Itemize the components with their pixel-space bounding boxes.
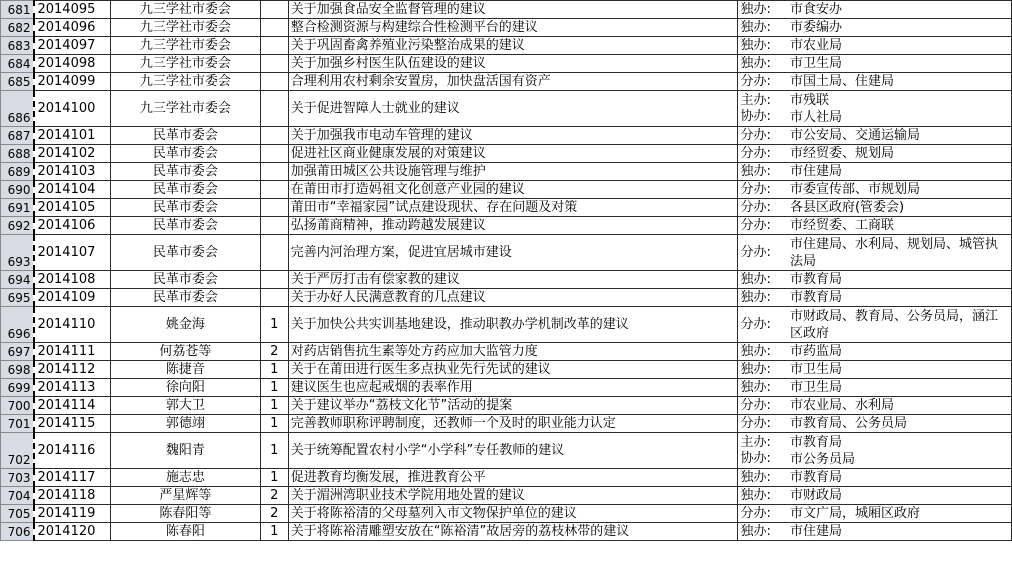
department-cell[interactable]: 市住建局 (788, 523, 1012, 541)
row-header[interactable]: 699 (1, 379, 35, 397)
author-cell[interactable]: 民革市委会 (110, 217, 260, 235)
proposal-id-cell[interactable]: 2014112 (34, 361, 110, 379)
author-cell[interactable]: 九三学社市委会 (110, 91, 260, 127)
department-cell[interactable]: 各县区政府(管委会) (788, 199, 1012, 217)
row-header[interactable]: 689 (1, 163, 35, 181)
title-cell[interactable]: 弘扬莆商精神，推动跨越发展建议 (288, 217, 738, 235)
title-cell[interactable]: 关于巩固畜禽养殖业污染整治成果的建议 (288, 37, 738, 55)
count-cell[interactable] (260, 271, 288, 289)
handling-type-cell[interactable]: 独办: (738, 1, 788, 19)
author-cell[interactable]: 魏阳青 (110, 433, 260, 469)
table-row[interactable] (1, 469, 1012, 487)
proposal-id-cell[interactable]: 2014105 (34, 199, 110, 217)
row-header[interactable]: 685 (1, 73, 35, 91)
title-cell[interactable]: 在莆田市打造妈祖文化创意产业园的建议 (288, 181, 738, 199)
table-row[interactable] (1, 379, 1012, 397)
author-cell[interactable]: 九三学社市委会 (110, 55, 260, 73)
proposal-id-cell[interactable]: 2014103 (34, 163, 110, 181)
table-body (1, 1, 1012, 541)
department-cell[interactable]: 市文广局，城厢区政府 (788, 505, 1012, 523)
table-row[interactable] (1, 1, 1012, 19)
table-row[interactable] (1, 433, 1012, 469)
author-cell[interactable]: 民革市委会 (110, 181, 260, 199)
author-cell[interactable]: 民革市委会 (110, 235, 260, 271)
table-row[interactable] (1, 415, 1012, 433)
department-cell[interactable]: 市委编办 (788, 19, 1012, 37)
row-header[interactable]: 682 (1, 19, 35, 37)
title-cell[interactable]: 关于加快公共实训基地建设，推动职教办学机制改革的建议 (288, 307, 738, 343)
department-cell[interactable]: 市住建局、水利局、规划局、城管执法局 (788, 235, 1012, 271)
proposal-id-cell[interactable]: 2014117 (34, 469, 110, 487)
handling-type-cell[interactable]: 独办: (738, 361, 788, 379)
title-cell[interactable]: 整合检测资源与构建综合性检测平台的建议 (288, 19, 738, 37)
row-header[interactable]: 692 (1, 217, 35, 235)
row-header[interactable]: 683 (1, 37, 35, 55)
handling-type-cell[interactable]: 主办: 协办: (738, 91, 788, 127)
row-header[interactable]: 706 (1, 523, 35, 541)
count-cell[interactable] (260, 199, 288, 217)
handling-type-cell[interactable]: 分办: (738, 199, 788, 217)
row-header[interactable]: 698 (1, 361, 35, 379)
handling-type-cell[interactable]: 独办: (738, 37, 788, 55)
handling-type-cell[interactable]: 分办: (738, 127, 788, 145)
title-cell[interactable]: 关于加强我市电动车管理的建议 (288, 127, 738, 145)
count-cell[interactable] (260, 145, 288, 163)
row-header[interactable]: 704 (1, 487, 35, 505)
count-cell[interactable] (260, 19, 288, 37)
title-cell[interactable]: 关于加强乡村医生队伍建设的建议 (288, 55, 738, 73)
row-header[interactable]: 703 (1, 469, 35, 487)
title-cell[interactable]: 关于促进智障人士就业的建议 (288, 91, 738, 127)
author-cell[interactable]: 何荔苍等 (110, 343, 260, 361)
count-cell[interactable] (260, 37, 288, 55)
title-cell[interactable]: 关于办好人民满意教育的几点建议 (288, 289, 738, 307)
title-cell[interactable]: 完善教师职称评聘制度，还教师一个及时的职业能力认定 (288, 415, 738, 433)
row-header[interactable]: 693 (1, 235, 35, 271)
proposal-id-cell[interactable]: 2014097 (34, 37, 110, 55)
author-cell[interactable]: 郭德翊 (110, 415, 260, 433)
handling-type-cell[interactable]: 分办: (738, 415, 788, 433)
department-cell[interactable]: 市教育局 市公务员局 (788, 433, 1012, 469)
proposal-id-cell[interactable]: 2014108 (34, 271, 110, 289)
title-cell[interactable]: 关于在莆田进行医生多点执业先行先试的建议 (288, 361, 738, 379)
proposal-id-cell[interactable]: 2014116 (34, 433, 110, 469)
handling-type-cell[interactable]: 独办: (738, 163, 788, 181)
table-row[interactable] (1, 271, 1012, 289)
title-cell[interactable]: 关于统筹配置农村小学“小学科”专任教师的建议 (288, 433, 738, 469)
department-cell[interactable]: 市公安局、交通运输局 (788, 127, 1012, 145)
count-cell[interactable]: 1 (260, 379, 288, 397)
proposal-id-cell[interactable]: 2014114 (34, 397, 110, 415)
department-cell[interactable]: 市国土局、住建局 (788, 73, 1012, 91)
table-row[interactable] (1, 289, 1012, 307)
author-cell[interactable]: 民革市委会 (110, 199, 260, 217)
department-cell[interactable]: 市住建局 (788, 163, 1012, 181)
table-row[interactable] (1, 19, 1012, 37)
table-row[interactable] (1, 217, 1012, 235)
department-cell[interactable]: 市财政局 (788, 487, 1012, 505)
proposal-id-cell[interactable]: 2014120 (34, 523, 110, 541)
count-cell[interactable] (260, 55, 288, 73)
row-header[interactable]: 702 (1, 433, 35, 469)
row-header[interactable]: 681 (1, 1, 35, 19)
handling-type-cell[interactable]: 独办: (738, 379, 788, 397)
count-cell[interactable] (260, 91, 288, 127)
count-cell[interactable]: 1 (260, 433, 288, 469)
title-cell[interactable]: 对药店销售抗生素等处方药应加大监管力度 (288, 343, 738, 361)
row-header[interactable]: 694 (1, 271, 35, 289)
author-cell[interactable]: 徐向阳 (110, 379, 260, 397)
proposal-id-cell[interactable]: 2014104 (34, 181, 110, 199)
handling-type-cell[interactable]: 分办: (738, 217, 788, 235)
handling-type-cell[interactable]: 分办: (738, 181, 788, 199)
department-cell[interactable]: 市农业局 (788, 37, 1012, 55)
count-cell[interactable]: 1 (260, 397, 288, 415)
title-cell[interactable]: 建议医生也应起戒烟的表率作用 (288, 379, 738, 397)
count-cell[interactable]: 1 (260, 523, 288, 541)
row-header[interactable]: 700 (1, 397, 35, 415)
author-cell[interactable]: 九三学社市委会 (110, 73, 260, 91)
table-row[interactable] (1, 235, 1012, 271)
department-cell[interactable]: 市经贸委、工商联 (788, 217, 1012, 235)
table-row[interactable] (1, 307, 1012, 343)
author-cell[interactable]: 九三学社市委会 (110, 1, 260, 19)
department-cell[interactable]: 市卫生局 (788, 379, 1012, 397)
handling-type-cell[interactable]: 独办: (738, 343, 788, 361)
handling-type-cell[interactable]: 分办: (738, 307, 788, 343)
title-cell[interactable]: 关于严厉打击有偿家教的建议 (288, 271, 738, 289)
author-cell[interactable]: 民革市委会 (110, 271, 260, 289)
count-cell[interactable]: 1 (260, 469, 288, 487)
department-cell[interactable]: 市食安办 (788, 1, 1012, 19)
proposal-id-cell[interactable]: 2014096 (34, 19, 110, 37)
proposal-id-cell[interactable]: 2014115 (34, 415, 110, 433)
handling-type-cell[interactable]: 分办: (738, 505, 788, 523)
title-cell[interactable]: 关于建议举办“荔枝文化节”活动的提案 (288, 397, 738, 415)
proposal-id-cell[interactable]: 2014110 (34, 307, 110, 343)
proposal-id-cell[interactable]: 2014113 (34, 379, 110, 397)
row-header[interactable]: 690 (1, 181, 35, 199)
department-cell[interactable]: 市教育局 (788, 469, 1012, 487)
table-row[interactable] (1, 505, 1012, 523)
count-cell[interactable] (260, 217, 288, 235)
title-cell[interactable]: 关于加强食品安全监督管理的建议 (288, 1, 738, 19)
title-cell[interactable]: 关于湄洲湾职业技术学院用地处置的建议 (288, 487, 738, 505)
title-cell[interactable]: 关于将陈裕清的父母墓列入市文物保护单位的建议 (288, 505, 738, 523)
row-header[interactable]: 695 (1, 289, 35, 307)
table-row[interactable] (1, 487, 1012, 505)
handling-type-cell[interactable]: 主办: 协办: (738, 433, 788, 469)
row-header[interactable]: 688 (1, 145, 35, 163)
author-cell[interactable]: 郭大卫 (110, 397, 260, 415)
table-row[interactable] (1, 37, 1012, 55)
proposal-id-cell[interactable]: 2014107 (34, 235, 110, 271)
table-row[interactable] (1, 181, 1012, 199)
row-header[interactable]: 697 (1, 343, 35, 361)
title-cell[interactable]: 合理利用农村剩余安置房，加快盘活国有资产 (288, 73, 738, 91)
handling-type-cell[interactable]: 独办: (738, 523, 788, 541)
proposal-id-cell[interactable]: 2014109 (34, 289, 110, 307)
author-cell[interactable]: 陈春阳 (110, 523, 260, 541)
title-cell[interactable]: 促进教育均衡发展，推进教育公平 (288, 469, 738, 487)
row-header[interactable]: 686 (1, 91, 35, 127)
proposal-id-cell[interactable]: 2014101 (34, 127, 110, 145)
row-header[interactable]: 687 (1, 127, 35, 145)
count-cell[interactable]: 2 (260, 343, 288, 361)
title-cell[interactable]: 完善内河治理方案，促进宜居城市建设 (288, 235, 738, 271)
proposal-id-cell[interactable]: 2014118 (34, 487, 110, 505)
handling-type-cell[interactable]: 分办: (738, 397, 788, 415)
title-cell[interactable]: 促进社区商业健康发展的对策建议 (288, 145, 738, 163)
title-cell[interactable]: 关于将陈裕清雕塑安放在“陈裕清”故居旁的荔枝林带的建议 (288, 523, 738, 541)
proposal-id-cell[interactable]: 2014100 (34, 91, 110, 127)
handling-type-cell[interactable]: 独办: (738, 289, 788, 307)
handling-type-cell[interactable]: 独办: (738, 55, 788, 73)
count-cell[interactable] (260, 235, 288, 271)
handling-type-cell[interactable]: 独办: (738, 19, 788, 37)
count-cell[interactable] (260, 127, 288, 145)
count-cell[interactable]: 1 (260, 307, 288, 343)
author-cell[interactable]: 陈春阳等 (110, 505, 260, 523)
table-row[interactable] (1, 91, 1012, 127)
author-cell[interactable]: 陈捷音 (110, 361, 260, 379)
row-header[interactable]: 705 (1, 505, 35, 523)
table-row[interactable] (1, 397, 1012, 415)
count-cell[interactable] (260, 73, 288, 91)
author-cell[interactable]: 姚金海 (110, 307, 260, 343)
author-cell[interactable]: 民革市委会 (110, 289, 260, 307)
count-cell[interactable]: 1 (260, 361, 288, 379)
author-cell[interactable]: 九三学社市委会 (110, 19, 260, 37)
title-cell[interactable]: 莆田市“幸福家园”试点建设现状、存在问题及对策 (288, 199, 738, 217)
proposal-id-cell[interactable]: 2014098 (34, 55, 110, 73)
author-cell[interactable]: 民革市委会 (110, 163, 260, 181)
count-cell[interactable] (260, 1, 288, 19)
table-row[interactable] (1, 145, 1012, 163)
department-cell[interactable]: 市农业局、水利局 (788, 397, 1012, 415)
proposal-id-cell[interactable]: 2014111 (34, 343, 110, 361)
department-cell[interactable]: 市残联 市人社局 (788, 91, 1012, 127)
row-header[interactable]: 701 (1, 415, 35, 433)
count-cell[interactable]: 1 (260, 415, 288, 433)
author-cell[interactable]: 民革市委会 (110, 145, 260, 163)
author-cell[interactable]: 民革市委会 (110, 127, 260, 145)
author-cell[interactable]: 施志忠 (110, 469, 260, 487)
handling-type-cell[interactable]: 独办: (738, 487, 788, 505)
department-cell[interactable]: 市卫生局 (788, 361, 1012, 379)
handling-type-cell[interactable]: 分办: (738, 73, 788, 91)
table-row[interactable] (1, 55, 1012, 73)
department-cell[interactable]: 市药监局 (788, 343, 1012, 361)
department-cell[interactable]: 市教育局、公务员局 (788, 415, 1012, 433)
table-row[interactable] (1, 127, 1012, 145)
department-cell[interactable]: 市经贸委、规划局 (788, 145, 1012, 163)
row-header[interactable]: 696 (1, 307, 35, 343)
table-row[interactable] (1, 163, 1012, 181)
table-row[interactable] (1, 73, 1012, 91)
department-cell[interactable]: 市卫生局 (788, 55, 1012, 73)
handling-type-cell[interactable]: 分办: (738, 145, 788, 163)
proposal-id-cell[interactable]: 2014095 (34, 1, 110, 19)
author-cell[interactable]: 九三学社市委会 (110, 37, 260, 55)
title-cell[interactable]: 加强莆田城区公共设施管理与维护 (288, 163, 738, 181)
handling-type-cell[interactable]: 分办: (738, 235, 788, 271)
proposal-id-cell[interactable]: 2014119 (34, 505, 110, 523)
row-header[interactable]: 684 (1, 55, 35, 73)
count-cell[interactable] (260, 181, 288, 199)
handling-type-cell[interactable]: 独办: (738, 469, 788, 487)
proposal-id-cell[interactable]: 2014106 (34, 217, 110, 235)
count-cell[interactable] (260, 163, 288, 181)
handling-type-cell[interactable]: 独办: (738, 271, 788, 289)
table-row[interactable] (1, 343, 1012, 361)
count-cell[interactable] (260, 289, 288, 307)
table-row[interactable] (1, 199, 1012, 217)
count-cell[interactable]: 2 (260, 505, 288, 523)
department-cell[interactable]: 市财政局、教育局、公务员局，涵江区政府 (788, 307, 1012, 343)
table-row[interactable] (1, 361, 1012, 379)
department-cell[interactable]: 市教育局 (788, 271, 1012, 289)
table-row[interactable] (1, 523, 1012, 541)
proposal-id-cell[interactable]: 2014102 (34, 145, 110, 163)
row-header[interactable]: 691 (1, 199, 35, 217)
author-cell[interactable]: 严星辉等 (110, 487, 260, 505)
proposal-id-cell[interactable]: 2014099 (34, 73, 110, 91)
department-cell[interactable]: 市教育局 (788, 289, 1012, 307)
count-cell[interactable]: 2 (260, 487, 288, 505)
department-cell[interactable]: 市委宣传部、市规划局 (788, 181, 1012, 199)
